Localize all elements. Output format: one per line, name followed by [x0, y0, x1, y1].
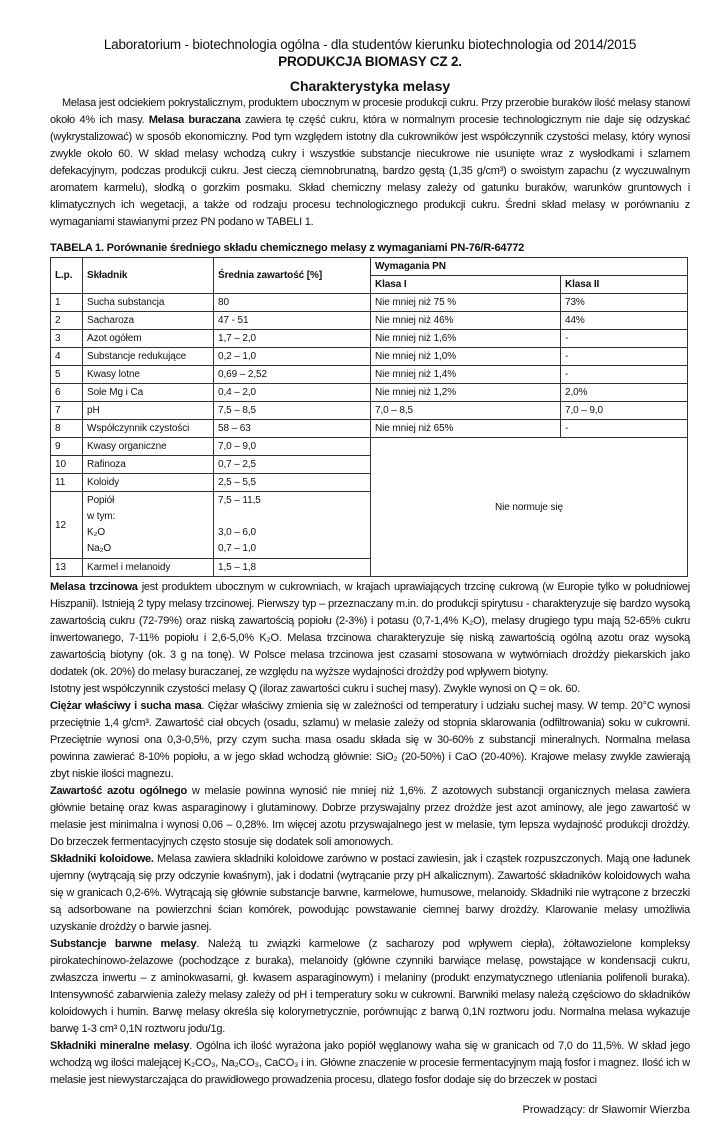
paragraph	[50, 698, 690, 783]
cell-class2: -	[561, 348, 688, 366]
cell-average: 7,5 – 11,5 3,0 – 6,0 0,7 – 1,0	[214, 492, 371, 559]
table-row	[51, 294, 688, 312]
cell-class2: -	[561, 366, 688, 384]
header-class1: Klasa I	[371, 276, 561, 294]
cell-average: 0,2 – 1,0	[214, 348, 371, 366]
cell-component: Karmel i melanoidy	[83, 559, 214, 577]
paragraph	[50, 1038, 690, 1089]
cell-component: Koloidy	[83, 474, 214, 492]
cell-average: 1,5 – 1,8	[214, 559, 371, 577]
composition-table	[50, 257, 688, 577]
cell-average: 58 – 63	[214, 420, 371, 438]
cell-component: Sacharoza	[83, 312, 214, 330]
paragraph-text: Melasa zawiera składniki koloidowe zarówno w postaci zawiesin, jak i cząstek rozpuszczonych. Mają one ładunek ujemny (wytrącają się przy odczynie kwaśnym), jak i dodatni (wytrącanie przy pH alkalicznym). Zawartość składników koloidowych waha się w granicach 0,2-6%. Wytrącają się głównie substancje barwne, karmelowe, humusowe, melanoidy. Składniki nie wytrącone z brzeczki są adsorbowane na powierzchni ścian komórek, powodując powstawanie ciemnej barwy drożdży. Klarowanie melasy umożliwia uzyskanie drożdży o barwie jasnej.	[50, 853, 690, 933]
cell-component: Azot ogółem	[83, 330, 214, 348]
cell-component: Substancje redukujące	[83, 348, 214, 366]
cell-average: 7,0 – 9,0	[214, 438, 371, 456]
cell-class1: Nie mniej niż 1,2%	[371, 384, 561, 402]
cell-class1: Nie mniej niż 65%	[371, 420, 561, 438]
paragraph	[50, 681, 690, 698]
paragraph-text: . Ogólna ich ilość wyrażona jako popiół węglanowy waha się w granicach od 7,0 do 11,5%. W skład jego wchodzą wg ilości malejącej K₂CO₃, Na₂CO₃, CaCO₃ i in. Główne znaczenie w procesie fermentacyjnym mają fosfor i magnez. Ilość ich w melasie jest niewystarczająca do prawidłowego prowadzenia procesu, dlatego fosfor dodaje się do brzeczek w postaci	[50, 1040, 690, 1086]
cell-lp: 13	[51, 559, 83, 577]
cell-average: 2,5 – 5,5	[214, 474, 371, 492]
bold-term: Ciężar właściwy i sucha masa	[50, 700, 202, 712]
table-row	[51, 330, 688, 348]
section-title: Charakterystyka melasy	[289, 78, 451, 94]
cell-average: 7,5 – 8,5	[214, 402, 371, 420]
cell-lp: 5	[51, 366, 83, 384]
paragraph-text: . Ciężar właściwy zmienia się w zależności od temperatury i udziału suchej masy. W temp. 20°C wynosi przeciętnie 1,4 g/cm³. Zawartość ciał obcych (osadu, szlamu) w melasie zależy od stopnia sklarowania (odfiltrowania) soku w cukrowni. Przeciętnie wynosi ona 0,3-0,5%, przy czym sucha masa osadu składa się w 30-60% z substancji mineralnych. Normalna melasa powinna zawierać 8-10% popiołu, a w jego skład wchodzą głównie: SiO₂ (20-50%) i CaO (20-40%). Krajowe melasy zwykle zawierają zbyt niskie ilości magnezu.	[50, 700, 690, 780]
cell-lp: 9	[51, 438, 83, 456]
intro-text	[50, 95, 690, 231]
cell-average: 80	[214, 294, 371, 312]
cell-component: Współczynnik czystości	[83, 420, 214, 438]
cell-class1: Nie mniej niż 75 %	[371, 294, 561, 312]
bold-term: Melasa buraczana	[148, 114, 241, 126]
cell-component: pH	[83, 402, 214, 420]
cell-class1: 7,0 – 8,5	[371, 402, 561, 420]
table-row	[51, 402, 688, 420]
cell-component: Rafinoza	[83, 456, 214, 474]
body-text	[50, 579, 690, 1089]
header-average: Średnia zawartość [%]	[214, 258, 371, 294]
cell-class2: 7,0 – 9,0	[561, 402, 688, 420]
bold-term: Zawartość azotu ogólnego	[50, 785, 187, 797]
cell-lp: 7	[51, 402, 83, 420]
cell-lp: 12	[51, 492, 83, 559]
table-row	[51, 312, 688, 330]
cell-lp: 10	[51, 456, 83, 474]
cell-average: 0,4 – 2,0	[214, 384, 371, 402]
header-class2: Klasa II	[561, 276, 688, 294]
paragraph-text: . Należą tu związki karmelowe (z sacharozy pod wpływem ciepła), żółtawozielone kompleksy pirokatechinowo-żelazowe (pochodzące z buraka), melanoidy (główne czynniki barwiące melasę, powstające w kondensacji cukru, zwłaszcza inwertu – z aminokwasami, gł. kwasem asparaginowym) i melaniny (produkt enzymatycznego utleniania polifenoli buraka). Intensywność zabarwienia zależy melasy zależy od pH i temperatury soku w cukrowni. Barwniki melasy należą częściowo do składników koloidowych i humin. Barwę melasy określa się kolorymetrycznie, porównując z barwą 0,1N roztworu jodu. Normalna melasa wykazuje barwę 1-3 cm³ 0,1N roztworu jodu/1g.	[50, 938, 690, 1035]
paragraph	[50, 783, 690, 851]
bold-term: Substancje barwne melasy	[50, 938, 197, 950]
cell-class1: Nie mniej niż 1,4%	[371, 366, 561, 384]
header-pn: Wymagania PN	[371, 258, 688, 276]
paragraph	[50, 851, 690, 936]
cell-component: Sole Mg i Ca	[83, 384, 214, 402]
table-row	[51, 438, 688, 456]
cell-lp: 3	[51, 330, 83, 348]
bold-term: Składniki mineralne melasy	[50, 1040, 190, 1052]
paragraph-text: Melasa jest odciekiem pokrystalicznym, produktem ubocznym w procesie produkcji cukru. Przy przerobie buraków ilość melasy stanowi około 4% ich masy.	[50, 97, 690, 126]
table-row	[51, 420, 688, 438]
cell-lp: 11	[51, 474, 83, 492]
cell-class2: 44%	[561, 312, 688, 330]
cell-class2: 73%	[561, 294, 688, 312]
not-regulated-cell: Nie normuje się	[371, 438, 688, 577]
cell-average: 0,7 – 2,5	[214, 456, 371, 474]
cell-component: Popiół w tym: K₂O Na₂O	[83, 492, 214, 559]
cell-component: Kwasy organiczne	[83, 438, 214, 456]
bold-term: Melasa trzcinowa	[50, 581, 138, 593]
bold-term: Składniki koloidowe.	[50, 853, 154, 865]
header-lp: L.p.	[51, 258, 83, 294]
instructor-footer: Prowadzący: dr Sławomir Wierzba	[522, 1104, 690, 1116]
cell-class2: -	[561, 330, 688, 348]
paragraph-text: zawiera tę część cukru, która w normalnym procesie technologicznym nie daje się odzyskać (wykrystalizować) w sposób ekonomiczny. Pod tym względem istotny dla cukrowników jest współczynnik czystości melasy, który wynosi zwykle około 60. W skład melasy wchodzą cukry i wszystkie substancje niecukrowe nie usunięte wraz z wysłodkami i szlamem defekacyjnym, podczas produkcji cukru. Jest cieczą ciemnobrunatną, bardzo gęstą (1,35 g/cm³) o swoistym zapachu (z wyczuwalnym aromatem karmelu), słodką o gorzkim posmaku. Skład chemiczny melasy zależy od gatunku buraków, warunków gruntowych i klimatycznych ich wegetacji, a także od rodzaju procesu technologicznego produkcji cukru. Średni skład melasy w porównaniu z wymaganiami stawianymi przez PN podano w TABELI 1.	[50, 114, 690, 228]
cell-component: Sucha substancja	[83, 294, 214, 312]
header-component: Składnik	[83, 258, 214, 294]
paragraph-text: Istotny jest współczynnik czystości melasy Q (iloraz zawartości cukru i suchej masy). Zwykle wynosi on Q = ok. 60.	[50, 683, 580, 695]
cell-lp: 2	[51, 312, 83, 330]
table-caption: TABELA 1. Porównanie średniego składu chemicznego melasy z wymaganiami PN-76/R-64772	[50, 242, 525, 254]
document-header: Laboratorium - biotechnologia ogólna - dla studentów kierunku biotechnologia od 2014/2015	[103, 37, 637, 52]
paragraph	[50, 95, 690, 231]
cell-component: Kwasy lotne	[83, 366, 214, 384]
cell-class1: Nie mniej niż 46%	[371, 312, 561, 330]
cell-class2: 2,0%	[561, 384, 688, 402]
table-row	[51, 384, 688, 402]
paragraph	[50, 579, 690, 681]
document-subtitle: PRODUKCJA BIOMASY CZ 2.	[278, 54, 462, 69]
cell-lp: 4	[51, 348, 83, 366]
paragraph-text: jest produktem ubocznym w cukrowniach, w krajach uprawiających trzcinę cukrową (w Europie tylko w południowej Hiszpanii). Istnieją 2 typy melasy trzcinowej. Pierwszy typ – przeznaczany m.in. do produkcji spirytusu - charakteryzuje się bardzo wysoką zawartością cukru (72-79%) oraz niską zawartością popiołu (2-3%) i potasu (0,7-1,4% K₂O), melasy drugiego typu mają 52-65% cukru inwertowanego, 7-11% popiołu i 2,6-5,0% K₂O. Melasa trzcinowa charakteryzuje się niską zawartością ogólną azotu oraz wysoką zawartością biotyny (ok. 3 g na tonę). W Polsce melasa trzcinowa jest czasami stosowana w wytwórniach drożdży piekarskich jako dodatek (ok. 20%) do melasy buraczanej, ze względu na wyższe wydajności drożdży pod wpływem biotyny.	[50, 581, 690, 678]
cell-average: 1,7 – 2,0	[214, 330, 371, 348]
cell-class1: Nie mniej niż 1,0%	[371, 348, 561, 366]
cell-class2: -	[561, 420, 688, 438]
table-row	[51, 366, 688, 384]
cell-lp: 1	[51, 294, 83, 312]
cell-average: 0,69 – 2,52	[214, 366, 371, 384]
paragraph-text: w melasie powinna wynosić nie mniej niż 1,6%. Z azotowych substancji organicznych melasa zawiera głównie betainę oraz kwas asparaginowy i glutaminowy. Dobrze przyswajalny przez drożdże jest azot aminowy, ale jego zawartość w melasie jest minimalna i wynosi 0,06 – 0,28%. Im więcej azotu przyswajalnego jest w melasie, tym lepsza wydajność produkcji drożdży. Do brzeczek fermentacyjnych często stosuje się dodatek soli amonowych.	[50, 785, 691, 848]
cell-lp: 6	[51, 384, 83, 402]
cell-class1: Nie mniej niż 1,6%	[371, 330, 561, 348]
cell-lp: 8	[51, 420, 83, 438]
table-row	[51, 348, 688, 366]
cell-average: 47 - 51	[214, 312, 371, 330]
paragraph	[50, 936, 690, 1038]
